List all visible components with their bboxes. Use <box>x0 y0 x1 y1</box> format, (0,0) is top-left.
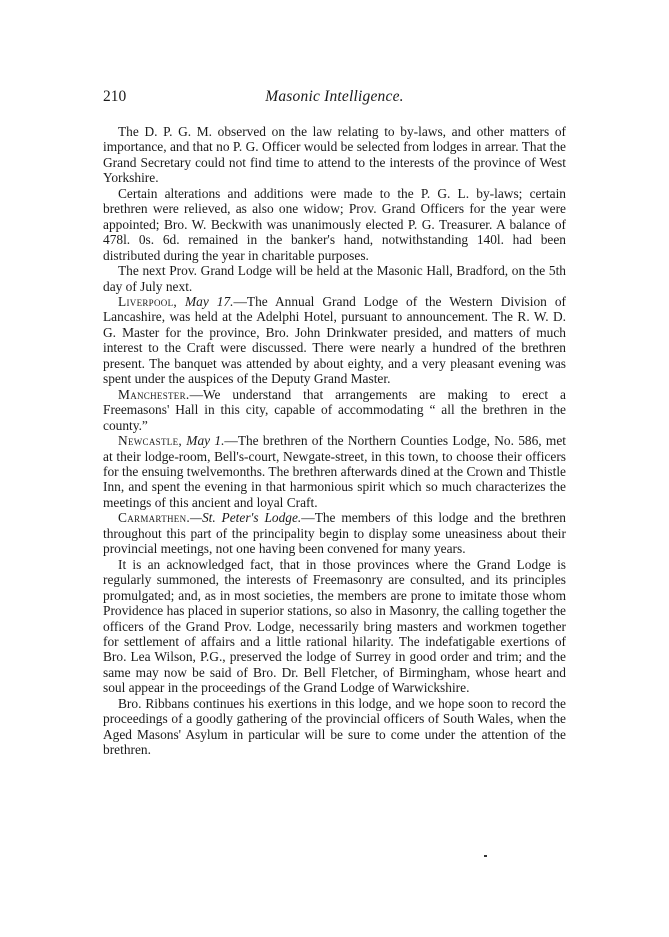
paragraph <box>103 557 566 696</box>
running-title: Masonic Intelligence. <box>265 88 404 105</box>
article-body <box>103 124 566 758</box>
paragraph <box>103 263 566 294</box>
page-header <box>103 88 566 108</box>
paragraph-text: —The brethren of the Northern Counties Lodge, No. 586, met at their lodge-room, Bell's-court, Newgate-street, in this town, to choose their officers for the ensuing twelvemonths. The brethren afterwards dined at the Crown and Thistle Inn, and spent the evening in that harmonious spirit which so much characterizes the meetings of this ancient and loyal Craft. <box>103 433 566 510</box>
place-heading: Newcastle, <box>118 433 183 449</box>
date-heading: May 17. <box>185 293 234 309</box>
paragraph-newcastle <box>103 433 566 510</box>
paragraph <box>103 186 566 263</box>
paragraph <box>103 124 566 186</box>
print-mark <box>484 855 487 857</box>
paragraph-manchester <box>103 387 566 433</box>
paragraph-text: The next Prov. Grand Lodge will be held at the Masonic Hall, Bradford, on the 5th day of July next. <box>103 263 566 294</box>
date-heading: May 1. <box>186 433 225 449</box>
paragraph-text: —The members of this lodge and the brethren throughout this part of the principality begin to display some uneasiness about their provincial meetings, not one having been convened for many years. <box>103 510 566 557</box>
paragraph-carmarthen <box>103 510 566 556</box>
paragraph-text: It is an acknowledged fact, that in those provinces where the Grand Lodge is regularly summoned, the interests of Freemasonry are consulted, and its principles promulgated; and, as in most societies, the members are prone to imitate those whom Providence has placed in superior stations, so also in Masonry, the calling together the officers of the Grand Prov. Lodge, necessarily bring masters and workmen together for settlement of affairs and a little rational hilarity. The indefatigable exertions of Bro. Lea Wilson, P.G., preserved the lodge of Surrey in good order and trim; and the same may now be said of Bro. Dr. Bell Fletcher, of Birmingham, whose heart and soul appear in the proceedings of the Grand Lodge of Warwickshire. <box>103 556 566 696</box>
page-number: 210 <box>103 88 127 105</box>
place-heading: Carmarthen. <box>118 510 191 526</box>
paragraph-text: —The Annual Grand Lodge of the Western Division of Lancashire, was held at the Adelphi Hotel, pursuant to announcement. The R. W. D. G. Master for the province, Bro. John Drinkwater presided, and matters of much interest to the Craft were discussed. There were nearly a hundred of the brethren present. The banquet was attended by about eighty, and a very pleasant evening was spent under the auspices of the Deputy Grand Master. <box>103 293 566 387</box>
paragraph-text: Bro. Ribbans continues his exertions in this lodge, and we hope soon to record the proceedings of a goodly gathering of the provincial officers of South Wales, when the Aged Masons' Asylum in particular will be sure to come under the attention of the brethren. <box>103 695 566 758</box>
paragraph-text: Certain alterations and additions were made to the P. G. L. by-laws; certain brethren were relieved, as also one widow; Prov. Grand Officers for the year were appointed; Bro. W. Beckwith was unanimously elected P. G. Treasurer. A balance of 478l. 0s. 6d. remained in the banker's hand, notwithstanding 140l. had been distributed during the year in charitable purposes. <box>103 185 566 263</box>
paragraph-liverpool <box>103 294 566 387</box>
lodge-heading: —St. Peter's Lodge. <box>190 510 302 526</box>
place-heading: Manchester. <box>118 386 190 402</box>
paragraph-text: The D. P. G. M. observed on the law relating to by-laws, and other matters of importance, and that no P. G. Officer would be selected from lodges in arrear. That the Grand Secretary could not find time to attend to the interests of the province of West Yorkshire. <box>103 124 566 186</box>
place-heading: Liverpool, <box>118 293 178 309</box>
paragraph <box>103 696 566 758</box>
paragraph-text: —We understand that arrangements are making to erect a Freemasons' Hall in this city, capable of accommodating “ all the brethren in the county.” <box>103 386 566 433</box>
